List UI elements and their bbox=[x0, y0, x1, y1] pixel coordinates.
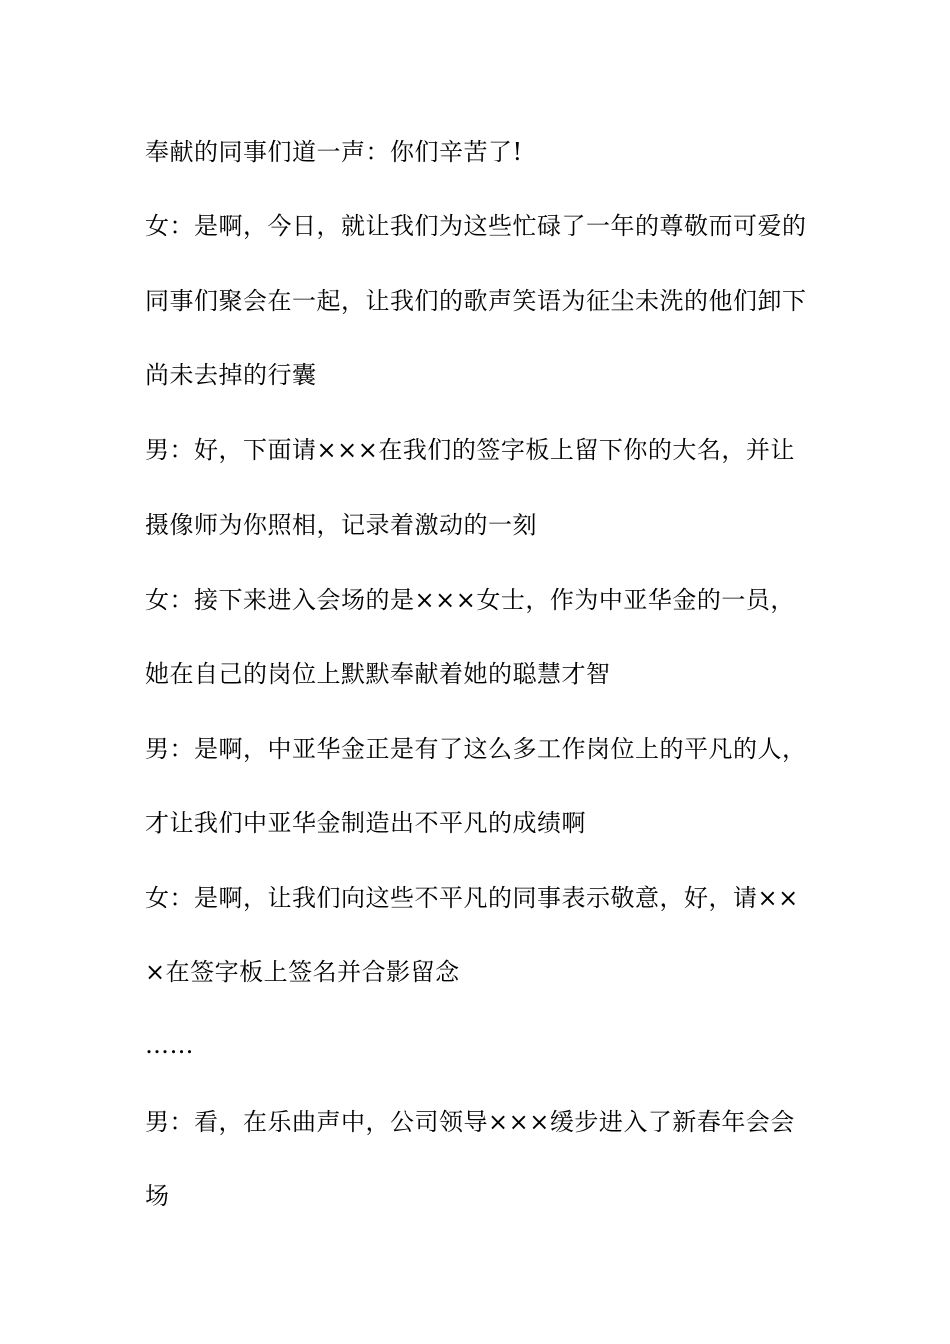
text-line: 场 bbox=[145, 1182, 170, 1210]
text-line: 男：好，下面请×××在我们的签字板上留下你的大名，并让 bbox=[145, 436, 795, 464]
text-line: 男：是啊，中亚华金正是有了这么多工作岗位上的平凡的人， bbox=[145, 735, 807, 763]
text-line: 摄像师为你照相，记录着激动的一刻 bbox=[145, 511, 537, 539]
text-line: 女：是啊，今日，就让我们为这些忙碌了一年的尊敬而可爱的 bbox=[145, 212, 807, 240]
text-line: 奉献的同事们道一声：你们辛苦了! bbox=[145, 138, 523, 166]
text-line: 男：看，在乐曲声中，公司领导×××缓步进入了新春年会会 bbox=[145, 1108, 795, 1136]
text-line: ×在签字板上签名并合影留念 bbox=[145, 958, 460, 986]
ellipsis-line: …… bbox=[145, 1031, 194, 1059]
text-line: 同事们聚会在一起，让我们的歌声笑语为征尘未洗的他们卸下 bbox=[145, 287, 807, 315]
text-line: 女：是啊，让我们向这些不平凡的同事表示敬意，好，请×× bbox=[145, 884, 799, 912]
text-line: 才让我们中亚华金制造出不平凡的成绩啊 bbox=[145, 809, 586, 837]
text-line: 尚未去掉的行囊 bbox=[145, 361, 317, 389]
text-line: 她在自己的岗位上默默奉献着她的聪慧才智 bbox=[145, 660, 611, 688]
text-line: 女：接下来进入会场的是×××女士，作为中亚华金的一员， bbox=[145, 586, 795, 614]
